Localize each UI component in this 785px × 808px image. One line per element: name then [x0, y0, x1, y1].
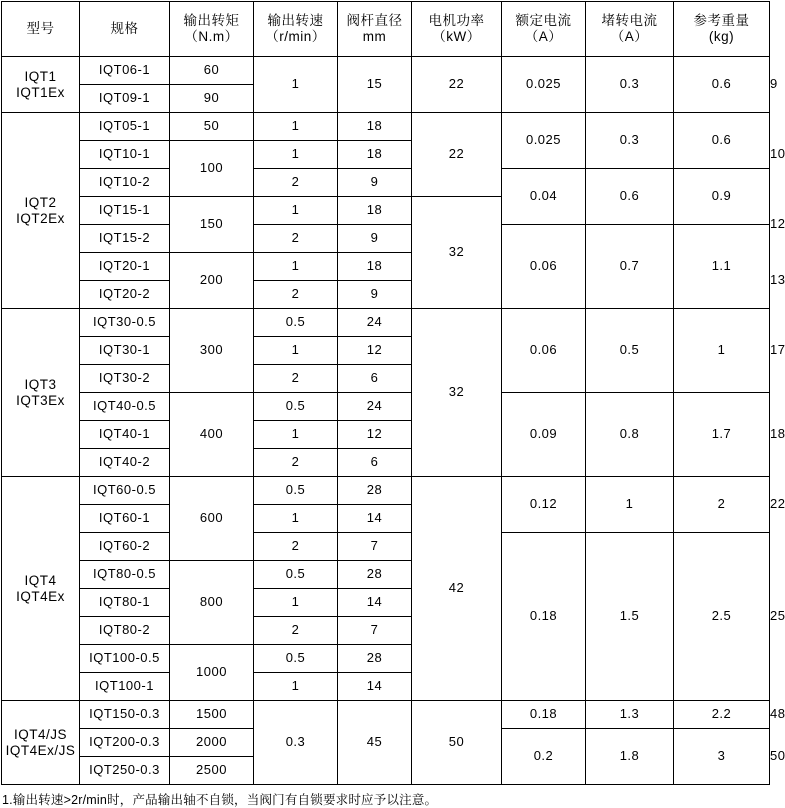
time-cell: 45	[338, 701, 412, 785]
power-cell: 0.09	[502, 393, 586, 477]
spec-cell: IQT40-0.5	[80, 393, 170, 421]
spec-cell: IQT60-1	[80, 505, 170, 533]
spec-cell: IQT100-0.5	[80, 645, 170, 673]
torque-cell: 300	[170, 309, 254, 393]
model-cell-iqt4js: IQT4/JS IQT4Ex/JS	[2, 701, 80, 785]
spec-cell: IQT30-1	[80, 337, 170, 365]
torque-cell: 2000	[170, 729, 254, 757]
torque-cell: 1500	[170, 701, 254, 729]
spec-cell: IQT80-2	[80, 617, 170, 645]
speed-cell: 2	[254, 281, 338, 309]
table-row: IQT2 IQT2Ex IQT05-1 50 1 18 22 0.025 0.3 0.6 10	[2, 113, 770, 141]
time-cell: 28	[338, 477, 412, 505]
column-header-locked-rotor-current: 堵转电流 （A）	[586, 2, 674, 57]
torque-cell: 2500	[170, 757, 254, 785]
table-row: IQT20-1 200 1 18 13	[2, 253, 770, 281]
time-cell: 15	[338, 57, 412, 113]
torque-cell: 150	[170, 197, 254, 253]
model-cell-iqt2: IQT2 IQT2Ex	[2, 113, 80, 309]
model-cell-iqt4: IQT4 IQT4Ex	[2, 477, 80, 701]
stem-diameter-cell: 22	[412, 113, 502, 197]
current-cell: 0.5	[586, 309, 674, 393]
spec-cell: IQT60-0.5	[80, 477, 170, 505]
torque-cell: 800	[170, 561, 254, 645]
time-cell: 18	[338, 113, 412, 141]
locked-current-cell: 0.6	[674, 57, 770, 113]
table-row: IQT200-0.3 2000 0.2 1.8 3 50	[2, 729, 770, 757]
spec-cell: IQT100-1	[80, 673, 170, 701]
power-cell: 0.18	[502, 701, 586, 729]
spec-cell: IQT09-1	[80, 85, 170, 113]
locked-current-cell: 1	[674, 309, 770, 393]
speed-cell: 2	[254, 617, 338, 645]
speed-cell: 2	[254, 225, 338, 253]
speed-cell: 0.5	[254, 645, 338, 673]
speed-cell: 1	[254, 421, 338, 449]
table-row: IQT40-0.5 400 0.5 24 0.09 0.8 1.7 18	[2, 393, 770, 421]
locked-current-cell: 2.2	[674, 701, 770, 729]
time-cell: 14	[338, 505, 412, 533]
speed-cell: 2	[254, 533, 338, 561]
torque-cell: 200	[170, 253, 254, 309]
spec-cell: IQT60-2	[80, 533, 170, 561]
time-cell: 12	[338, 421, 412, 449]
power-cell: 0.06	[502, 225, 586, 309]
speed-cell: 2	[254, 449, 338, 477]
torque-cell: 100	[170, 141, 254, 197]
current-cell: 1.5	[586, 533, 674, 701]
spec-cell: IQT10-2	[80, 169, 170, 197]
spec-cell: IQT80-0.5	[80, 561, 170, 589]
speed-cell: 2	[254, 169, 338, 197]
speed-cell: 1	[254, 337, 338, 365]
time-cell: 7	[338, 617, 412, 645]
time-cell: 14	[338, 673, 412, 701]
time-cell: 28	[338, 645, 412, 673]
spec-cell: IQT40-1	[80, 421, 170, 449]
torque-cell: 90	[170, 85, 254, 113]
specification-table	[1, 1, 785, 785]
time-cell: 12	[338, 337, 412, 365]
stem-diameter-cell: 32	[412, 309, 502, 477]
speed-cell: 1	[254, 589, 338, 617]
table-row	[2, 225, 770, 253]
spec-cell: IQT80-1	[80, 589, 170, 617]
table-body	[2, 57, 785, 785]
column-header-spec: 规格	[80, 2, 170, 57]
speed-cell: 1	[254, 113, 338, 141]
time-cell: 24	[338, 309, 412, 337]
current-cell: 0.8	[586, 393, 674, 477]
time-cell: 24	[338, 393, 412, 421]
spec-cell: IQT250-0.3	[80, 757, 170, 785]
time-cell: 7	[338, 533, 412, 561]
spec-cell: IQT30-2	[80, 365, 170, 393]
stem-diameter-cell: 32	[412, 197, 502, 309]
power-cell: 0.025	[502, 113, 586, 169]
column-header-torque: 输出转矩 （N.m）	[170, 2, 254, 57]
speed-cell: 0.5	[254, 477, 338, 505]
time-cell: 14	[338, 589, 412, 617]
spec-cell: IQT10-1	[80, 141, 170, 169]
locked-current-cell: 1.1	[674, 225, 770, 309]
model-cell-iqt3: IQT3 IQT3Ex	[2, 309, 80, 477]
power-cell: 0.18	[502, 533, 586, 701]
time-cell: 18	[338, 141, 412, 169]
current-cell: 0.3	[586, 57, 674, 113]
speed-cell: 0.5	[254, 393, 338, 421]
spec-cell: IQT20-2	[80, 281, 170, 309]
column-header-speed: 输出转速 （r/min）	[254, 2, 338, 57]
current-cell: 0.7	[586, 225, 674, 309]
current-cell: 0.6	[586, 169, 674, 225]
spec-cell: IQT150-0.3	[80, 701, 170, 729]
table-row: IQT1 IQT1Ex IQT06-1 60 1 15 22 0.025 0.3 0.6 9	[2, 57, 770, 85]
speed-cell: 1	[254, 197, 338, 225]
locked-current-cell: 0.9	[674, 169, 770, 225]
stem-diameter-cell: 22	[412, 57, 502, 113]
spec-cell: IQT15-2	[80, 225, 170, 253]
power-cell: 0.06	[502, 309, 586, 393]
time-cell: 6	[338, 449, 412, 477]
time-cell: 28	[338, 561, 412, 589]
time-cell: 9	[338, 281, 412, 309]
locked-current-cell: 2.5	[674, 533, 770, 701]
table-row	[2, 169, 770, 197]
time-cell: 9	[338, 225, 412, 253]
column-header-stem-diameter: 阀杆直径 mm	[338, 2, 412, 57]
speed-cell: 1	[254, 253, 338, 281]
column-header-weight: 参考重量 (kg)	[674, 2, 770, 57]
spec-cell: IQT20-1	[80, 253, 170, 281]
column-header-rated-current: 额定电流 （A）	[502, 2, 586, 57]
power-cell: 0.04	[502, 169, 586, 225]
speed-cell: 0.5	[254, 309, 338, 337]
current-cell: 1	[586, 477, 674, 533]
torque-cell: 400	[170, 393, 254, 477]
power-cell: 0.2	[502, 729, 586, 785]
power-cell: 0.12	[502, 477, 586, 533]
model-cell-iqt1: IQT1 IQT1Ex	[2, 57, 80, 113]
footnote: 1.输出转速>2r/min时，产品输出轴不自锁，当阀门有自锁要求时应予以注意。	[2, 793, 438, 807]
header-row	[2, 2, 770, 57]
speed-cell: 1	[254, 141, 338, 169]
time-cell: 18	[338, 253, 412, 281]
torque-cell: 50	[170, 113, 254, 141]
torque-cell: 60	[170, 57, 254, 85]
current-cell: 0.3	[586, 113, 674, 169]
spec-cell: IQT05-1	[80, 113, 170, 141]
spec-sheet	[0, 1, 785, 807]
table-header	[2, 2, 770, 57]
speed-cell: 0.3	[254, 701, 338, 785]
speed-cell: 2	[254, 365, 338, 393]
power-cell: 0.025	[502, 57, 586, 113]
spec-cell: IQT30-0.5	[80, 309, 170, 337]
locked-current-cell: 3	[674, 729, 770, 785]
torque-cell: 600	[170, 477, 254, 561]
table-row: IQT3 IQT3Ex IQT30-0.5 300 0.5 24 32 0.06 0.5 1 17	[2, 309, 770, 337]
speed-cell: 1	[254, 57, 338, 113]
table-row: IQT60-2 2 7 0.18 1.5 2.5 25	[2, 533, 770, 561]
current-cell: 1.8	[586, 729, 674, 785]
table-row: IQT4/JS IQT4Ex/JS IQT150-0.3 1500 0.3 45 50 0.18 1.3 2.2 48	[2, 701, 770, 729]
stem-diameter-cell: 42	[412, 477, 502, 701]
spec-cell: IQT06-1	[80, 57, 170, 85]
time-cell: 18	[338, 197, 412, 225]
spec-cell: IQT15-1	[80, 197, 170, 225]
spec-cell: IQT40-2	[80, 449, 170, 477]
time-cell: 9	[338, 169, 412, 197]
speed-cell: 1	[254, 505, 338, 533]
locked-current-cell: 1.7	[674, 393, 770, 477]
column-header-motor-power: 电机功率 （kW）	[412, 2, 502, 57]
column-header-model: 型号	[2, 2, 80, 57]
torque-cell: 1000	[170, 645, 254, 701]
table-row: IQT15-1 150 1 18 32 12	[2, 197, 770, 225]
speed-cell: 1	[254, 673, 338, 701]
locked-current-cell: 0.6	[674, 113, 770, 169]
stem-diameter-cell: 50	[412, 701, 502, 785]
current-cell: 1.3	[586, 701, 674, 729]
time-cell: 6	[338, 365, 412, 393]
locked-current-cell: 2	[674, 477, 770, 533]
speed-cell: 0.5	[254, 561, 338, 589]
spec-cell: IQT200-0.3	[80, 729, 170, 757]
table-row: IQT4 IQT4Ex IQT60-0.5 600 0.5 28 42 0.12 1 2 22	[2, 477, 770, 505]
